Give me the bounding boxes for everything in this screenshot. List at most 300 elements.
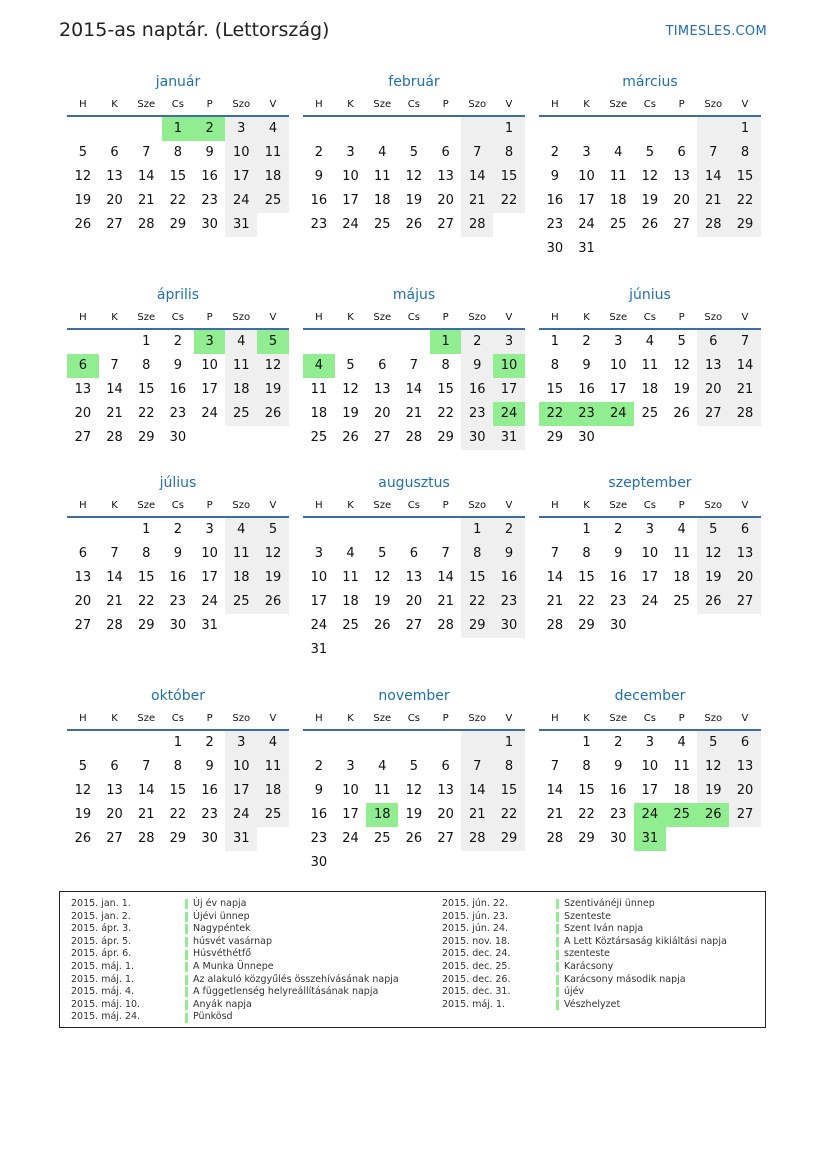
weekday-label: P xyxy=(442,99,449,110)
legend-date: 2015. máj. 24. xyxy=(71,1011,141,1023)
day-cell: 24 xyxy=(201,406,218,421)
day-cell: 14 xyxy=(137,783,155,798)
weekday-header xyxy=(539,709,761,731)
weekday-label: H xyxy=(551,99,559,110)
day-cell: 4 xyxy=(378,145,387,160)
month-name: augusztus xyxy=(378,475,450,491)
legend-color-marker xyxy=(556,1000,559,1010)
day-cell: 13 xyxy=(729,755,761,779)
holiday-day: 10 xyxy=(493,354,525,378)
day-grid xyxy=(539,330,761,450)
legend-color-marker xyxy=(556,950,559,960)
day-cell: 5 xyxy=(697,731,729,755)
day-cell: 21 xyxy=(546,807,564,822)
day-cell: 12 xyxy=(641,169,659,184)
empty-cell xyxy=(335,518,367,542)
day-cell: 20 xyxy=(437,193,454,208)
day-cell: 7 xyxy=(697,141,729,165)
day-cell: 28 xyxy=(106,618,123,633)
legend-name: Karácsony xyxy=(564,960,614,972)
empty-cell xyxy=(303,731,335,755)
weekday-label: P xyxy=(678,500,685,511)
day-cell: 22 xyxy=(137,594,155,609)
month-name: október xyxy=(151,688,205,704)
day-cell: 29 xyxy=(169,831,187,846)
weekday-label: Cs xyxy=(171,500,184,511)
day-cell: 6 xyxy=(378,358,387,373)
weekday-label: Sze xyxy=(373,312,392,323)
weekday-label: P xyxy=(678,312,685,323)
day-cell: 22 xyxy=(729,189,761,213)
legend-color-marker xyxy=(185,987,188,997)
day-cell: 1 xyxy=(461,518,493,542)
day-cell: 25 xyxy=(641,406,659,421)
day-cell: 13 xyxy=(74,570,92,585)
day-cell: 16 xyxy=(461,378,493,402)
day-cell: 28 xyxy=(697,213,729,237)
legend-date: 2015. jan. 2. xyxy=(71,910,131,922)
weekday-label: H xyxy=(315,713,323,724)
day-cell: 18 xyxy=(257,779,289,803)
day-cell: 11 xyxy=(641,358,659,373)
legend-color-marker xyxy=(185,937,188,947)
day-cell: 3 xyxy=(614,334,623,349)
day-cell: 20 xyxy=(106,807,123,822)
day-cell: 18 xyxy=(373,193,391,208)
weekday-label: Szo xyxy=(232,500,251,511)
day-cell: 24 xyxy=(578,217,595,232)
weekday-label: Sze xyxy=(609,99,628,110)
day-cell: 22 xyxy=(493,803,525,827)
day-cell: 18 xyxy=(641,382,659,397)
day-cell: 1 xyxy=(142,334,151,349)
day-cell: 25 xyxy=(609,217,627,232)
weekday-label: V xyxy=(505,99,513,110)
day-cell: 15 xyxy=(437,382,454,397)
empty-cell xyxy=(539,731,571,755)
day-cell: 23 xyxy=(493,590,525,614)
day-cell: 22 xyxy=(137,406,155,421)
day-cell: 9 xyxy=(205,759,214,774)
weekday-label: V xyxy=(741,713,749,724)
legend-date: 2015. ápr. 6. xyxy=(71,948,132,960)
legend-date: 2015. máj. 1. xyxy=(71,973,135,985)
page-title: 2015-as naptár. (Lettország) xyxy=(59,19,330,41)
legend-color-marker xyxy=(556,899,559,909)
weekday-label: Cs xyxy=(643,713,656,724)
day-cell: 13 xyxy=(74,382,92,397)
day-cell: 23 xyxy=(546,217,564,232)
day-cell: 25 xyxy=(225,402,257,426)
day-cell: 11 xyxy=(342,570,359,585)
day-cell: 11 xyxy=(673,546,690,561)
empty-cell xyxy=(366,330,398,354)
day-cell: 4 xyxy=(225,330,257,354)
day-cell: 31 xyxy=(201,618,218,633)
month-1 xyxy=(67,71,289,237)
day-cell: 5 xyxy=(346,358,355,373)
day-cell: 14 xyxy=(729,354,761,378)
day-cell: 23 xyxy=(461,402,493,426)
weekday-label: H xyxy=(315,312,323,323)
day-cell: 28 xyxy=(461,213,493,237)
legend-color-marker xyxy=(185,912,188,922)
day-cell: 22 xyxy=(493,189,525,213)
day-cell: 8 xyxy=(142,546,151,561)
legend-color-marker xyxy=(556,924,559,934)
day-cell: 12 xyxy=(405,169,423,184)
day-cell: 24 xyxy=(225,189,257,213)
legend-color-marker xyxy=(185,1000,188,1010)
day-cell: 8 xyxy=(493,141,525,165)
weekday-label: Sze xyxy=(137,713,156,724)
day-cell: 30 xyxy=(461,426,493,450)
empty-cell xyxy=(67,518,99,542)
day-cell: 9 xyxy=(173,358,183,373)
day-cell: 28 xyxy=(106,430,123,445)
day-cell: 17 xyxy=(609,382,627,397)
day-grid xyxy=(303,518,525,662)
weekday-header xyxy=(67,95,289,117)
empty-cell xyxy=(99,731,131,755)
empty-cell xyxy=(430,731,462,755)
day-cell: 25 xyxy=(310,430,328,445)
day-cell: 17 xyxy=(578,193,595,208)
day-cell: 8 xyxy=(493,755,525,779)
day-cell: 4 xyxy=(677,735,686,750)
legend-date: 2015. jan. 1. xyxy=(71,898,131,909)
month-name: március xyxy=(622,74,678,90)
legend-date: 2015. máj. 1. xyxy=(71,960,135,972)
day-cell: 8 xyxy=(173,759,183,774)
day-cell: 26 xyxy=(257,590,289,614)
day-cell: 2 xyxy=(582,334,591,349)
day-cell: 14 xyxy=(461,779,493,803)
day-cell: 20 xyxy=(437,807,454,822)
empty-cell xyxy=(130,731,162,755)
day-cell: 14 xyxy=(437,570,454,585)
day-cell: 18 xyxy=(310,406,328,421)
day-cell: 5 xyxy=(409,145,419,160)
day-cell: 11 xyxy=(257,141,289,165)
day-cell: 29 xyxy=(546,430,564,445)
day-cell: 1 xyxy=(729,117,761,141)
day-cell: 17 xyxy=(201,570,218,585)
weekday-label: Szo xyxy=(468,713,487,724)
day-grid xyxy=(67,731,289,851)
legend-date: 2015. máj. 10. xyxy=(71,998,141,1010)
month-9 xyxy=(539,472,761,638)
day-cell: 16 xyxy=(169,382,187,397)
day-cell: 15 xyxy=(493,165,525,189)
legend-name: Az alakuló közgyűlés összehívásának napja xyxy=(193,973,399,985)
day-cell: 15 xyxy=(729,165,761,189)
weekday-label: Szo xyxy=(704,500,723,511)
weekday-header xyxy=(67,496,289,518)
month-name: szeptember xyxy=(608,475,692,491)
weekday-label: Sze xyxy=(137,312,156,323)
day-cell: 11 xyxy=(373,783,391,798)
weekday-label: Sze xyxy=(137,500,156,511)
legend-name: Nagypéntek xyxy=(193,923,251,935)
empty-cell xyxy=(67,117,99,141)
day-cell: 30 xyxy=(169,430,187,445)
weekday-label: H xyxy=(79,713,87,724)
weekday-header xyxy=(67,308,289,330)
legend-color-marker xyxy=(185,1013,188,1023)
day-cell: 27 xyxy=(405,618,423,633)
day-cell: 21 xyxy=(106,594,123,609)
day-cell: 6 xyxy=(729,518,761,542)
day-cell: 30 xyxy=(546,241,564,256)
brand-logo[interactable]: TIMESLES.COM xyxy=(665,24,767,39)
day-cell: 12 xyxy=(373,570,391,585)
legend-date: 2015. dec. 31. xyxy=(442,986,511,998)
day-cell: 13 xyxy=(673,169,690,184)
day-cell: 20 xyxy=(405,594,423,609)
day-grid xyxy=(539,731,761,851)
day-cell: 2 xyxy=(314,145,323,160)
day-cell: 20 xyxy=(729,566,761,590)
weekday-label: P xyxy=(206,99,213,110)
empty-cell xyxy=(539,518,571,542)
day-cell: 30 xyxy=(578,430,595,445)
empty-cell xyxy=(666,117,698,141)
legend-name: szenteste xyxy=(564,948,610,960)
legend-color-marker xyxy=(185,899,188,909)
day-cell: 5 xyxy=(378,546,387,561)
empty-cell xyxy=(99,518,131,542)
day-cell: 25 xyxy=(257,189,289,213)
day-grid xyxy=(539,117,761,261)
day-cell: 7 xyxy=(461,141,493,165)
legend-color-marker xyxy=(185,975,188,985)
legend-color-marker xyxy=(185,962,188,972)
day-cell: 3 xyxy=(225,731,257,755)
weekday-label: Szo xyxy=(704,99,723,110)
day-cell: 12 xyxy=(74,169,92,184)
holiday-day: 22 xyxy=(539,402,571,426)
empty-cell xyxy=(303,330,335,354)
day-cell: 10 xyxy=(342,783,359,798)
day-cell: 8 xyxy=(142,358,151,373)
legend-item xyxy=(71,923,399,936)
day-cell: 3 xyxy=(314,546,323,561)
weekday-label: Sze xyxy=(609,312,628,323)
day-cell: 21 xyxy=(137,807,155,822)
day-cell: 21 xyxy=(405,406,423,421)
day-cell: 28 xyxy=(137,217,155,232)
day-cell: 1 xyxy=(550,334,559,349)
day-cell: 17 xyxy=(641,783,659,798)
day-cell: 4 xyxy=(645,334,655,349)
legend-item xyxy=(71,986,399,999)
legend-name: Anyák napja xyxy=(193,998,252,1010)
day-cell: 15 xyxy=(461,566,493,590)
day-cell: 30 xyxy=(310,855,328,870)
day-cell: 10 xyxy=(201,358,218,373)
day-cell: 15 xyxy=(137,382,155,397)
day-cell: 2 xyxy=(493,518,525,542)
day-cell: 3 xyxy=(205,522,214,537)
holiday-day: 6 xyxy=(67,354,99,378)
day-cell: 6 xyxy=(409,546,419,561)
weekday-label: Cs xyxy=(407,500,420,511)
day-cell: 12 xyxy=(673,358,690,373)
day-cell: 11 xyxy=(310,382,328,397)
day-cell: 14 xyxy=(106,570,123,585)
month-name: április xyxy=(156,287,200,303)
weekday-header xyxy=(539,308,761,330)
holiday-day: 23 xyxy=(571,402,603,426)
weekday-label: P xyxy=(206,312,213,323)
day-cell: 26 xyxy=(641,217,659,232)
weekday-label: P xyxy=(206,713,213,724)
day-cell: 29 xyxy=(578,618,595,633)
day-cell: 4 xyxy=(225,518,257,542)
day-cell: 29 xyxy=(437,430,454,445)
legend-name: újév xyxy=(564,986,585,998)
day-cell: 29 xyxy=(169,217,187,232)
day-cell: 4 xyxy=(677,522,686,537)
month-3 xyxy=(539,71,761,261)
day-cell: 21 xyxy=(546,594,564,609)
weekday-header xyxy=(303,496,525,518)
weekday-label: K xyxy=(111,713,118,724)
day-cell: 16 xyxy=(310,807,328,822)
legend-item xyxy=(442,999,727,1012)
month-name: november xyxy=(378,688,450,704)
day-cell: 8 xyxy=(729,141,761,165)
day-cell: 9 xyxy=(493,542,525,566)
weekday-label: Cs xyxy=(643,312,656,323)
day-cell: 27 xyxy=(437,831,454,846)
day-cell: 1 xyxy=(582,522,591,537)
weekday-label: Cs xyxy=(407,312,420,323)
empty-cell xyxy=(398,518,430,542)
day-grid xyxy=(303,330,525,450)
day-cell: 13 xyxy=(106,169,123,184)
day-cell: 6 xyxy=(729,731,761,755)
holiday-day: 5 xyxy=(257,330,289,354)
month-name: június xyxy=(629,287,671,303)
day-cell: 7 xyxy=(461,755,493,779)
day-cell: 13 xyxy=(437,783,454,798)
weekday-label: P xyxy=(442,312,449,323)
weekday-label: V xyxy=(505,500,513,511)
day-cell: 22 xyxy=(437,406,454,421)
legend-name: Szenteste xyxy=(564,910,611,922)
day-cell: 23 xyxy=(169,594,187,609)
day-cell: 14 xyxy=(546,570,564,585)
day-cell: 12 xyxy=(342,382,359,397)
legend-color-marker xyxy=(556,987,559,997)
day-cell: 14 xyxy=(546,783,564,798)
day-grid xyxy=(539,518,761,638)
legend-item xyxy=(442,936,727,949)
weekday-label: H xyxy=(551,312,559,323)
day-cell: 29 xyxy=(729,213,761,237)
legend-date: 2015. dec. 26. xyxy=(442,973,511,985)
weekday-label: K xyxy=(583,500,590,511)
legend-item xyxy=(442,911,727,924)
legend-date: 2015. jún. 23. xyxy=(442,910,509,922)
day-cell: 28 xyxy=(437,618,454,633)
day-cell: 24 xyxy=(342,831,359,846)
day-cell: 10 xyxy=(641,546,659,561)
day-cell: 29 xyxy=(137,618,155,633)
day-cell: 13 xyxy=(697,354,729,378)
legend-name: Pünkösd xyxy=(193,1011,233,1023)
day-cell: 30 xyxy=(169,618,187,633)
day-cell: 4 xyxy=(378,759,387,774)
day-cell: 17 xyxy=(201,382,218,397)
weekday-label: Cs xyxy=(643,99,656,110)
legend-item xyxy=(71,936,399,949)
day-cell: 19 xyxy=(373,594,391,609)
weekday-label: P xyxy=(442,713,449,724)
empty-cell xyxy=(398,117,430,141)
day-cell: 25 xyxy=(342,618,359,633)
day-cell: 31 xyxy=(225,213,257,237)
day-cell: 15 xyxy=(137,570,155,585)
weekday-header xyxy=(539,95,761,117)
day-cell: 19 xyxy=(257,378,289,402)
day-cell: 1 xyxy=(582,735,591,750)
month-8 xyxy=(303,472,525,662)
day-cell: 2 xyxy=(550,145,559,160)
holiday-day: 4 xyxy=(303,354,335,378)
day-cell: 7 xyxy=(142,145,151,160)
weekday-label: H xyxy=(79,99,87,110)
weekday-label: V xyxy=(505,312,513,323)
empty-cell xyxy=(366,731,398,755)
weekday-header xyxy=(539,496,761,518)
weekday-label: V xyxy=(741,312,749,323)
day-cell: 30 xyxy=(609,618,627,633)
day-cell: 3 xyxy=(493,330,525,354)
empty-cell xyxy=(430,117,462,141)
weekday-label: K xyxy=(583,312,590,323)
legend-date: 2015. jún. 24. xyxy=(442,923,509,935)
day-cell: 12 xyxy=(697,542,729,566)
day-cell: 2 xyxy=(461,330,493,354)
day-cell: 19 xyxy=(697,779,729,803)
day-cell: 19 xyxy=(74,193,92,208)
day-cell: 23 xyxy=(609,807,627,822)
day-grid xyxy=(67,330,289,450)
day-cell: 6 xyxy=(441,145,450,160)
legend-color-marker xyxy=(556,975,559,985)
day-cell: 28 xyxy=(137,831,155,846)
legend-name: Vészhelyzet xyxy=(564,998,621,1010)
day-cell: 15 xyxy=(169,783,187,798)
day-cell: 7 xyxy=(110,358,119,373)
month-name: december xyxy=(614,688,686,704)
month-2 xyxy=(303,71,525,237)
empty-cell xyxy=(335,330,367,354)
day-cell: 14 xyxy=(461,165,493,189)
day-cell: 6 xyxy=(78,546,87,561)
day-cell: 27 xyxy=(437,217,454,232)
day-cell: 25 xyxy=(257,803,289,827)
empty-cell xyxy=(571,117,603,141)
weekday-label: V xyxy=(741,500,749,511)
holiday-day: 18 xyxy=(366,803,398,827)
day-cell: 7 xyxy=(729,330,761,354)
day-cell: 26 xyxy=(673,406,690,421)
day-cell: 9 xyxy=(614,759,623,774)
